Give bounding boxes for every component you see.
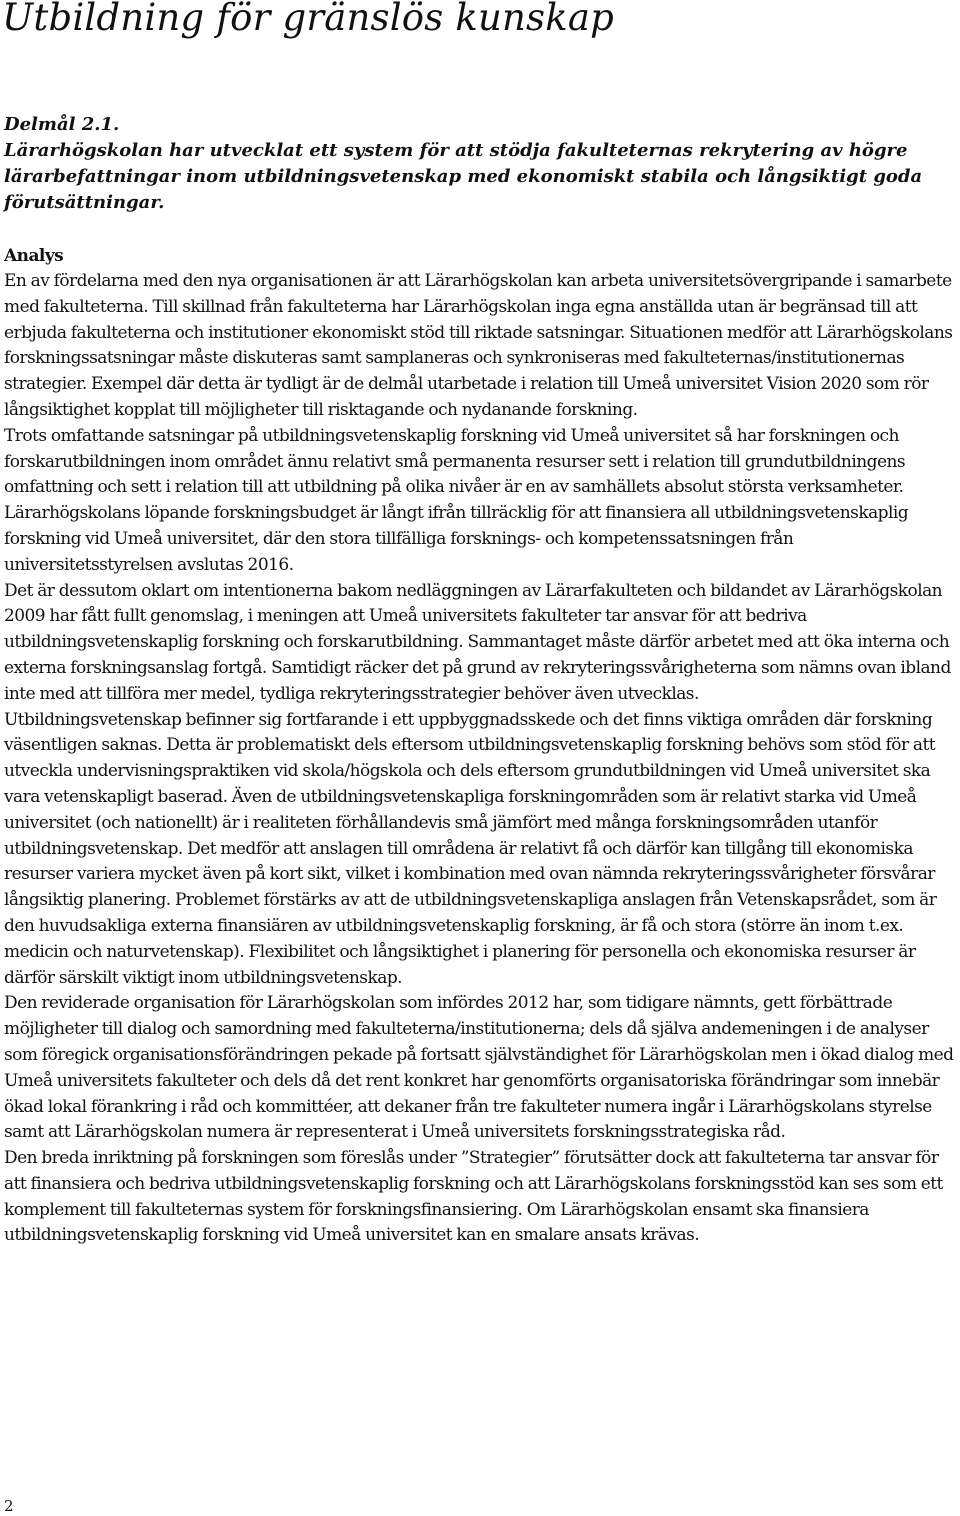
analysis-heading: Analys [4,246,64,266]
goal-text: Lärarhögskolan har utvecklat ett system för att stödja fakulteternas rekrytering av högre lärarbefattningar inom utbildningsvetenskap med ekonomiskt stabila och långsiktigt goda förutsättningar. [4,140,923,213]
analysis-paragraph: Utbildningsvetenskap befinner sig fortfarande i ett uppbyggnadsskede och det finns viktiga områden där forskning väsentligen saknas. Detta är problematiskt dels eftersom utbildningsvetenskaplig forskning behövs som stöd för att utveckla undervisningspraktiken vid skola/högskola och dels eftersom grundutbildningen vid Umeå universitet ska vara vetenskapligt baserad. Även de utbildningsvetenskapliga forskningområden som är relativt starka vid Umeå universitet (och nationellt) är i realiteten förhållandevis små jämfört med många forskningsområden utanför utbildningsvetenskap. Det medför att anslagen till områdena är relativt få och därför kan tillgång till ekonomiska resurser variera mycket även på kort sikt, vilket i kombination med ovan nämnda rekryteringssvårigheter försvårar långsiktig planering. Problemet förstärks av att de utbildningsvetenskapliga anslagen från Vetenskapsrådet, som är den huvudsakliga externa finansiären av utbildningsvetenskaplig forskning, är få och stora (större än inom t.ex. medicin och naturvetenskap). Flexibilitet och långsiktighet i planering för personella och ekonomiska resurser är därför särskilt viktigt inom utbildningsvetenskap. [4,709,937,988]
analysis-paragraph: Den breda inriktning på forskningen som föreslås under ”Strategier” förutsätter dock att fakulteterna tar ansvar för att finansiera och bedriva utbildningsvetenskaplig forskning och att Lärarhögskolans forskningsstöd kan ses som ett komplement till fakulteternas system för forskningsfinansiering. Om Lärarhögskolan ensamt ska finansiera utbildningsvetenskaplig forskning vid Umeå universitet kan en smalare ansats krävas. [4,1148,943,1246]
page-number: 2 [4,1497,14,1515]
analysis-paragraph: Trots omfattande satsningar på utbildningsvetenskaplig forskning vid Umeå universitet så har forskningen och forskarutbildningen inom området ännu relativt små permanenta resurser sett i relation till grundutbildningens omfattning och sett i relation till att utbildning på olika nivåer är en av samhällets absolut största verksamheter. Lärarhögskolans löpande forskningsbudget är långt ifrån tillräcklig för att finansiera all utbildningsvetenskaplig forskning vid Umeå universitet, där den stora tillfälliga forsknings- och kompetenssatsningen från universitetsstyrelsen avslutas 2016. [4,425,909,575]
analysis-section [4,243,957,1249]
analysis-paragraph: En av fördelarna med den nya organisationen är att Lärarhögskolan kan arbeta universitetsövergripande i samarbete med fakulteterna. Till skillnad från fakulteterna har Lärarhögskolan inga egna anställda utan är begränsad till att erbjuda fakulteterna och institutioner ekonomiskt stöd till riktade satsningar. Situationen medför att Lärarhögskolans forskningssatsningar måste diskuteras samt samplaneras och synkroniseras med fakulteternas/institutionernas strategier. Exempel där detta är tydligt är de delmål utarbetade i relation till Umeå universitet Vision 2020 som rör långsiktighet kopplat till möjligheter till risktagande och nydanande forskning. [4,271,953,420]
document-title: Utbildning för gränslös kunskap [2,0,614,39]
goal-label: Delmål 2.1. [4,114,120,135]
analysis-paragraph: Det är dessutom oklart om intentionerna bakom nedläggningen av Lärarfakulteten och bildandet av Lärarhögskolan 2009 har fått fullt genomslag, i meningen att Umeå universitets fakulteter tar ansvar för att bedriva utbildningsvetenskaplig forskning och forskarutbildning. Sammantaget måste därför arbetet med att öka interna och externa forskningsanslag fortgå. Samtidigt räcker det på grund av rekryteringssvårigheterna som nämns ovan ibland inte med att tillföra mer medel, tydliga rekryteringsstrategier behöver även utvecklas. [4,580,951,704]
analysis-paragraph: Den reviderade organisation för Lärarhögskolan som infördes 2012 har, som tidigare nämnts, gett förbättrade möjligheter till dialog och samordning med fakulteterna/institutionerna; dels då själva andemeningen i de analyser som föregick organisationsförändringen pekade på fortsatt självständighet för Lärarhögskolan men i ökad dialog med Umeå universitets fakulteter och dels då det rent konkret har genomförts organisatoriska förändringar som innebär ökad lokal förankring i råd och kommittéer, att dekaner från tre fakulteter numera ingår i Lärarhögskolans styrelse samt att Lärarhögskolan numera är representerat i Umeå universitets forskningsstrategiska råd. [4,993,954,1143]
goal-section [4,112,956,216]
